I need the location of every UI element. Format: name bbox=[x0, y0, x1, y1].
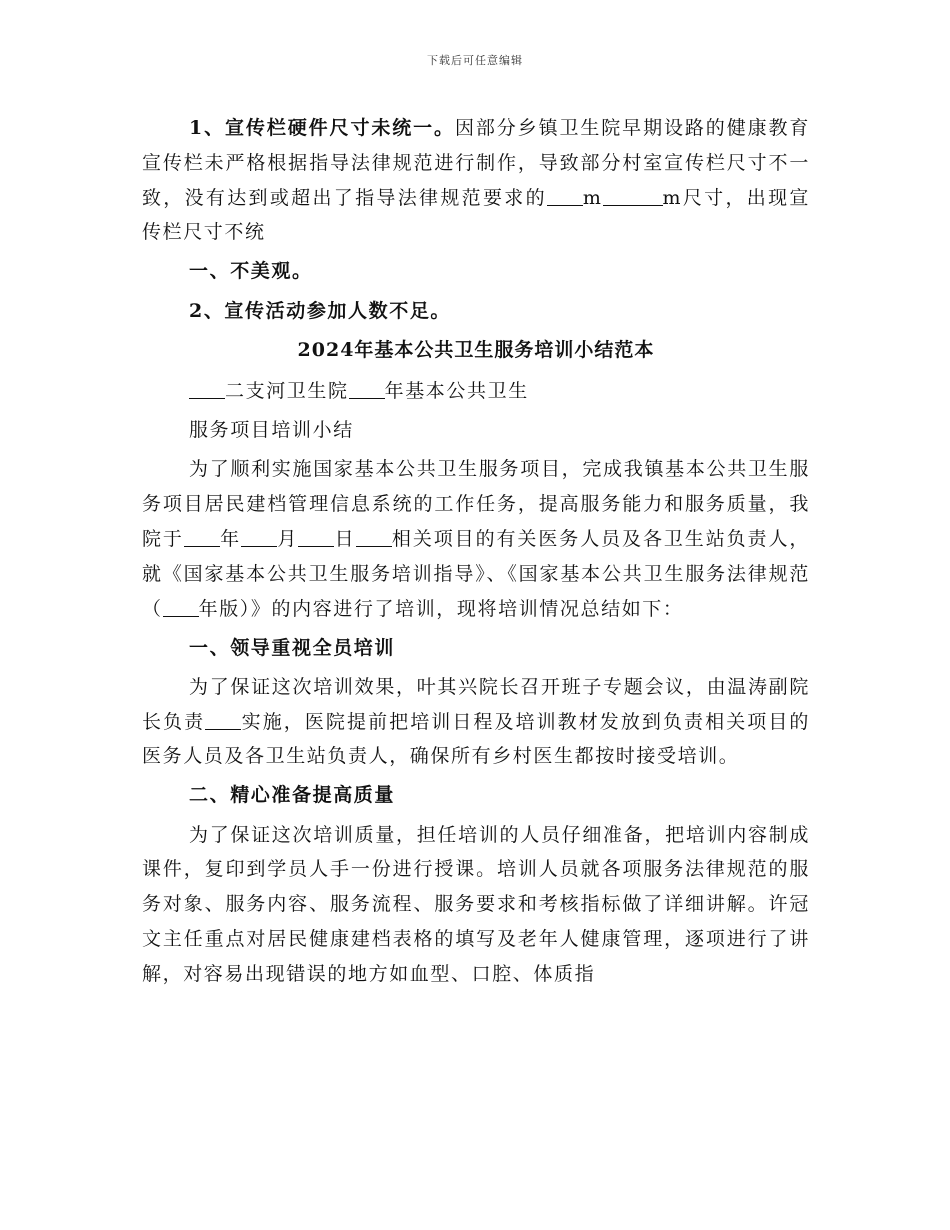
heading-2: 二、精心准备提高质量 bbox=[189, 784, 396, 807]
issue-1-text-a: 因部分乡镇卫生院早期设路的健康教育宣传栏未严格根据指导法律规范进行制作，导致部分村室宣传栏尺寸不一致，没有达到或超出了指导法律规范要求的 bbox=[142, 117, 811, 209]
unit-m-1: m bbox=[582, 186, 603, 209]
document-title: 2024年基本公共卫生服务培训小结范本 bbox=[297, 339, 655, 362]
document-body bbox=[142, 111, 810, 996]
intro-text-c: 年版）》的内容进行了培训，现将培训情况总结如下： bbox=[198, 597, 684, 620]
blank-field bbox=[241, 526, 277, 547]
blank-field bbox=[184, 526, 220, 547]
issue-2-heading: 2、宣传活动参加人数不足。 bbox=[189, 299, 452, 322]
intro-paragraph bbox=[142, 452, 810, 626]
page-header-note: 下载后可任意编辑 bbox=[427, 54, 523, 67]
unit-m-2: m bbox=[662, 186, 683, 209]
blank-field bbox=[163, 596, 199, 617]
blank-field bbox=[205, 709, 241, 730]
blank-field bbox=[298, 526, 334, 547]
intro-year: 年 bbox=[219, 527, 242, 550]
intro-text-b: 相关项目的有关医务人员及各卫生站负责人，就《国家基本公共卫生服务培训指导》、《国家基本公共卫生服务法律规范（ bbox=[142, 527, 810, 620]
subtitle-line-2: 服务项目培训小结 bbox=[189, 419, 354, 442]
intro-text-a: 为了顺利实施国家基本公共卫生服务项目，完成我镇基本公共卫生服务项目居民建档管理信息系统的工作任务，提高服务能力和服务质量，我院于 bbox=[142, 458, 810, 550]
paragraph-2: 为了保证这次培训质量，担任培训的人员仔细准备，把培训内容制成课件，复印到学员人手一份进行授课。培训人员就各项服务法律规范的服务对象、服务内容、服务流程、服务要求和考核指标做了详细讲解。许冠文主任重点对居民健康建档表格的填写及老年人健康管理，逐项进行了讲解，对容易出现错误的地方如血型、口腔、体质指 bbox=[142, 823, 810, 985]
issue-1-continuation: 一、不美观。 bbox=[189, 260, 313, 283]
blank-field bbox=[349, 378, 385, 399]
blank-field bbox=[603, 185, 663, 206]
issue-1-paragraph bbox=[142, 111, 810, 250]
subtitle-line-1 bbox=[142, 374, 810, 409]
issue-1-heading: 宣传栏硬件尺寸未统一。 bbox=[225, 117, 455, 139]
blank-field bbox=[356, 526, 392, 547]
paragraph-1-text-b: 实施，医院提前把培训日程及培训教材发放到负责相关项目的医务人员及各卫生站负责人，确保所有乡村医生都按时接受培训。 bbox=[142, 710, 810, 768]
blank-field bbox=[547, 185, 583, 206]
blank-field bbox=[189, 378, 225, 399]
issue-1-number: 1、 bbox=[189, 117, 226, 139]
intro-day: 日 bbox=[334, 527, 356, 550]
heading-1: 一、领导重视全员培训 bbox=[189, 636, 396, 659]
paragraph-1 bbox=[142, 670, 810, 774]
subtitle-hospital: 二支河卫生院 bbox=[225, 380, 349, 403]
intro-month: 月 bbox=[277, 527, 299, 550]
subtitle-year-text: 年基本公共卫生 bbox=[384, 380, 529, 403]
paragraph-1-text-a: 为了保证这次培训效果，叶其兴院长召开班子专题会议，由温涛副院长负责 bbox=[142, 675, 810, 733]
issue-1-text-b: 尺寸，出现宣传栏尺寸不统 bbox=[142, 186, 810, 244]
